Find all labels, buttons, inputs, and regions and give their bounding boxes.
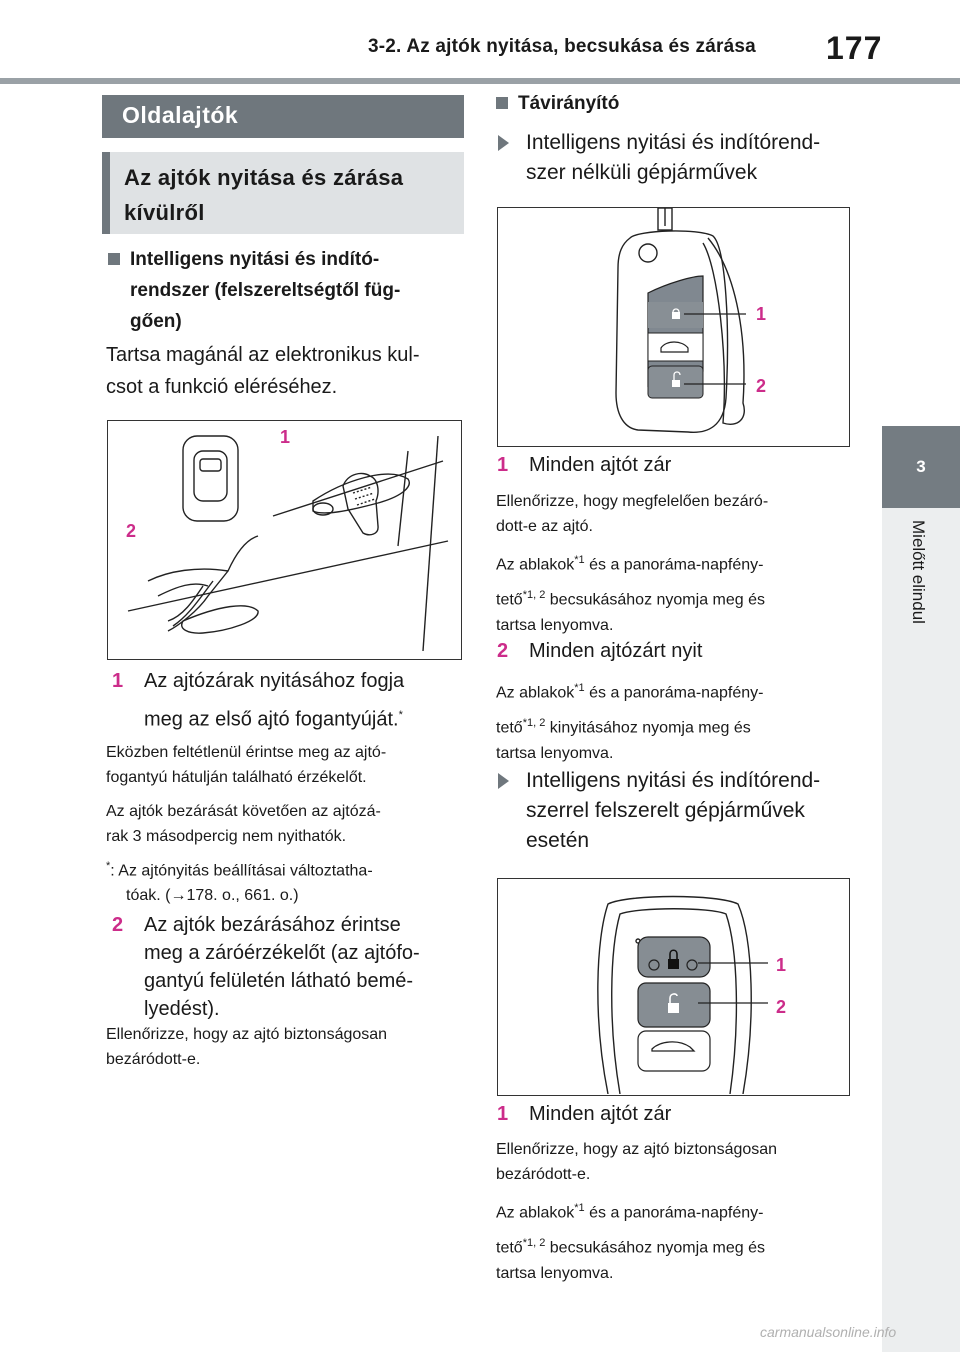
section-title: Oldalajtók — [102, 95, 464, 138]
remote-b-item-1-note: Ellenőrizze, hogy az ajtó biztonságosan bezáródott-e. Az ablakok$^{*1}$ és a panoráma-napfény- tető$^{*1, 2}$ becsukásához nyomja meg és tartsa lenyomva. — [496, 1141, 778, 1282]
subheading-without-smart-entry: Intelligens nyitási és indítórend- szer nélküli gépjárművek — [498, 128, 858, 188]
subsection-title — [102, 152, 464, 234]
intro-paragraph: Tartsa magánál az elektronikus kul- csot a funkció eléréséhez. — [106, 344, 420, 398]
watermark: carmanualsonline.info — [760, 1324, 897, 1340]
remote-a-item-1: 1 Minden ajtót zár — [497, 450, 857, 480]
item-1-open: 1 Az ajtózárak nyitásához fogja meg az első ajtó fogantyúját.* — [112, 666, 468, 735]
footnote: *: Az ajtónyitás beállításai változtatha- tóak. (→178. o., 661. o.) — [106, 860, 373, 905]
item-number: 1 — [112, 670, 124, 692]
page-number: 177 — [826, 30, 883, 66]
remote-a-item-1-note: Ellenőrizze, hogy megfelelően bezáró- dott-e az ajtó. Az ablakok$^{*1}$ és a panoráma-napfény- tető$^{*1, 2}$ becsukásához nyomja meg és tartsa lenyomva. — [496, 493, 769, 634]
item-number: 1 — [497, 1103, 509, 1125]
heading-remote: Távirányító — [496, 88, 856, 119]
triangle-bullet-icon — [498, 135, 509, 151]
header-rule — [0, 78, 960, 84]
item-number: 2 — [497, 640, 509, 662]
fig3-callout-1: 1 — [776, 955, 787, 975]
figure-callout-1: 1 — [280, 427, 291, 447]
item-2-lock: 2 Az ajtók bezárásához érintse meg a záróérzékelőt (az ajtófo- gantyú felületén látható bemé- lyedést). — [112, 911, 468, 1023]
smart-key-illustration — [498, 879, 848, 1094]
remote-a-item-2: 2 Minden ajtózárt nyit — [497, 636, 857, 666]
remote-b-item-1: 1 Minden ajtót zár — [497, 1099, 857, 1129]
square-bullet-icon — [108, 253, 120, 265]
figure-flip-key — [497, 207, 850, 447]
figure-smart-key — [497, 878, 850, 1096]
footnote-mark: * — [398, 709, 403, 721]
key-fob-shape — [183, 436, 238, 521]
triangle-bullet-icon — [498, 773, 509, 789]
subsection-line: kívülről — [124, 200, 205, 225]
subheading-with-smart-entry: Intelligens nyitási és indítórend- szerrel felszerelt gépjárművek esetén — [498, 766, 858, 856]
fig3-callout-2: 2 — [776, 997, 787, 1017]
figure-callout-2: 2 — [126, 521, 137, 541]
subsection-line: Az ajtók nyitása és zárása — [124, 165, 404, 190]
chapter-label: Mielőtt elindul — [909, 520, 928, 624]
flip-key-illustration — [498, 208, 848, 445]
running-header: 3-2. Az ajtók nyitása, becsukása és zárása — [368, 36, 756, 57]
fig2-callout-2: 2 — [756, 376, 767, 396]
fig2-callout-1: 1 — [756, 304, 767, 324]
item-2-note: Ellenőrizze, hogy az ajtó biztonságosan bezáródott-e. — [106, 1026, 388, 1068]
chapter-tab: 3 — [882, 426, 960, 508]
item-number: 2 — [112, 914, 124, 936]
heading-smart-entry: Intelligens nyitási és indító- rendszer (felszereltségtől füg- gően) — [108, 244, 468, 337]
item-1-note: Eközben feltétlenül érintse meg az ajtó- fogantyú hátulján található érzékelőt. Az ajtók bezárását követően az ajtózá- rak 3 másodpercig nem nyithatók. — [106, 744, 387, 845]
remote-a-item-2-note: Az ablakok$^{*1}$ és a panoráma-napfény- tető$^{*1, 2}$ kinyitásához nyomja meg és tartsa lenyomva. — [496, 682, 764, 762]
figure-door-handle — [107, 420, 462, 660]
square-bullet-icon — [496, 97, 508, 109]
door-handle-illustration — [108, 421, 460, 658]
item-number: 1 — [497, 454, 509, 476]
